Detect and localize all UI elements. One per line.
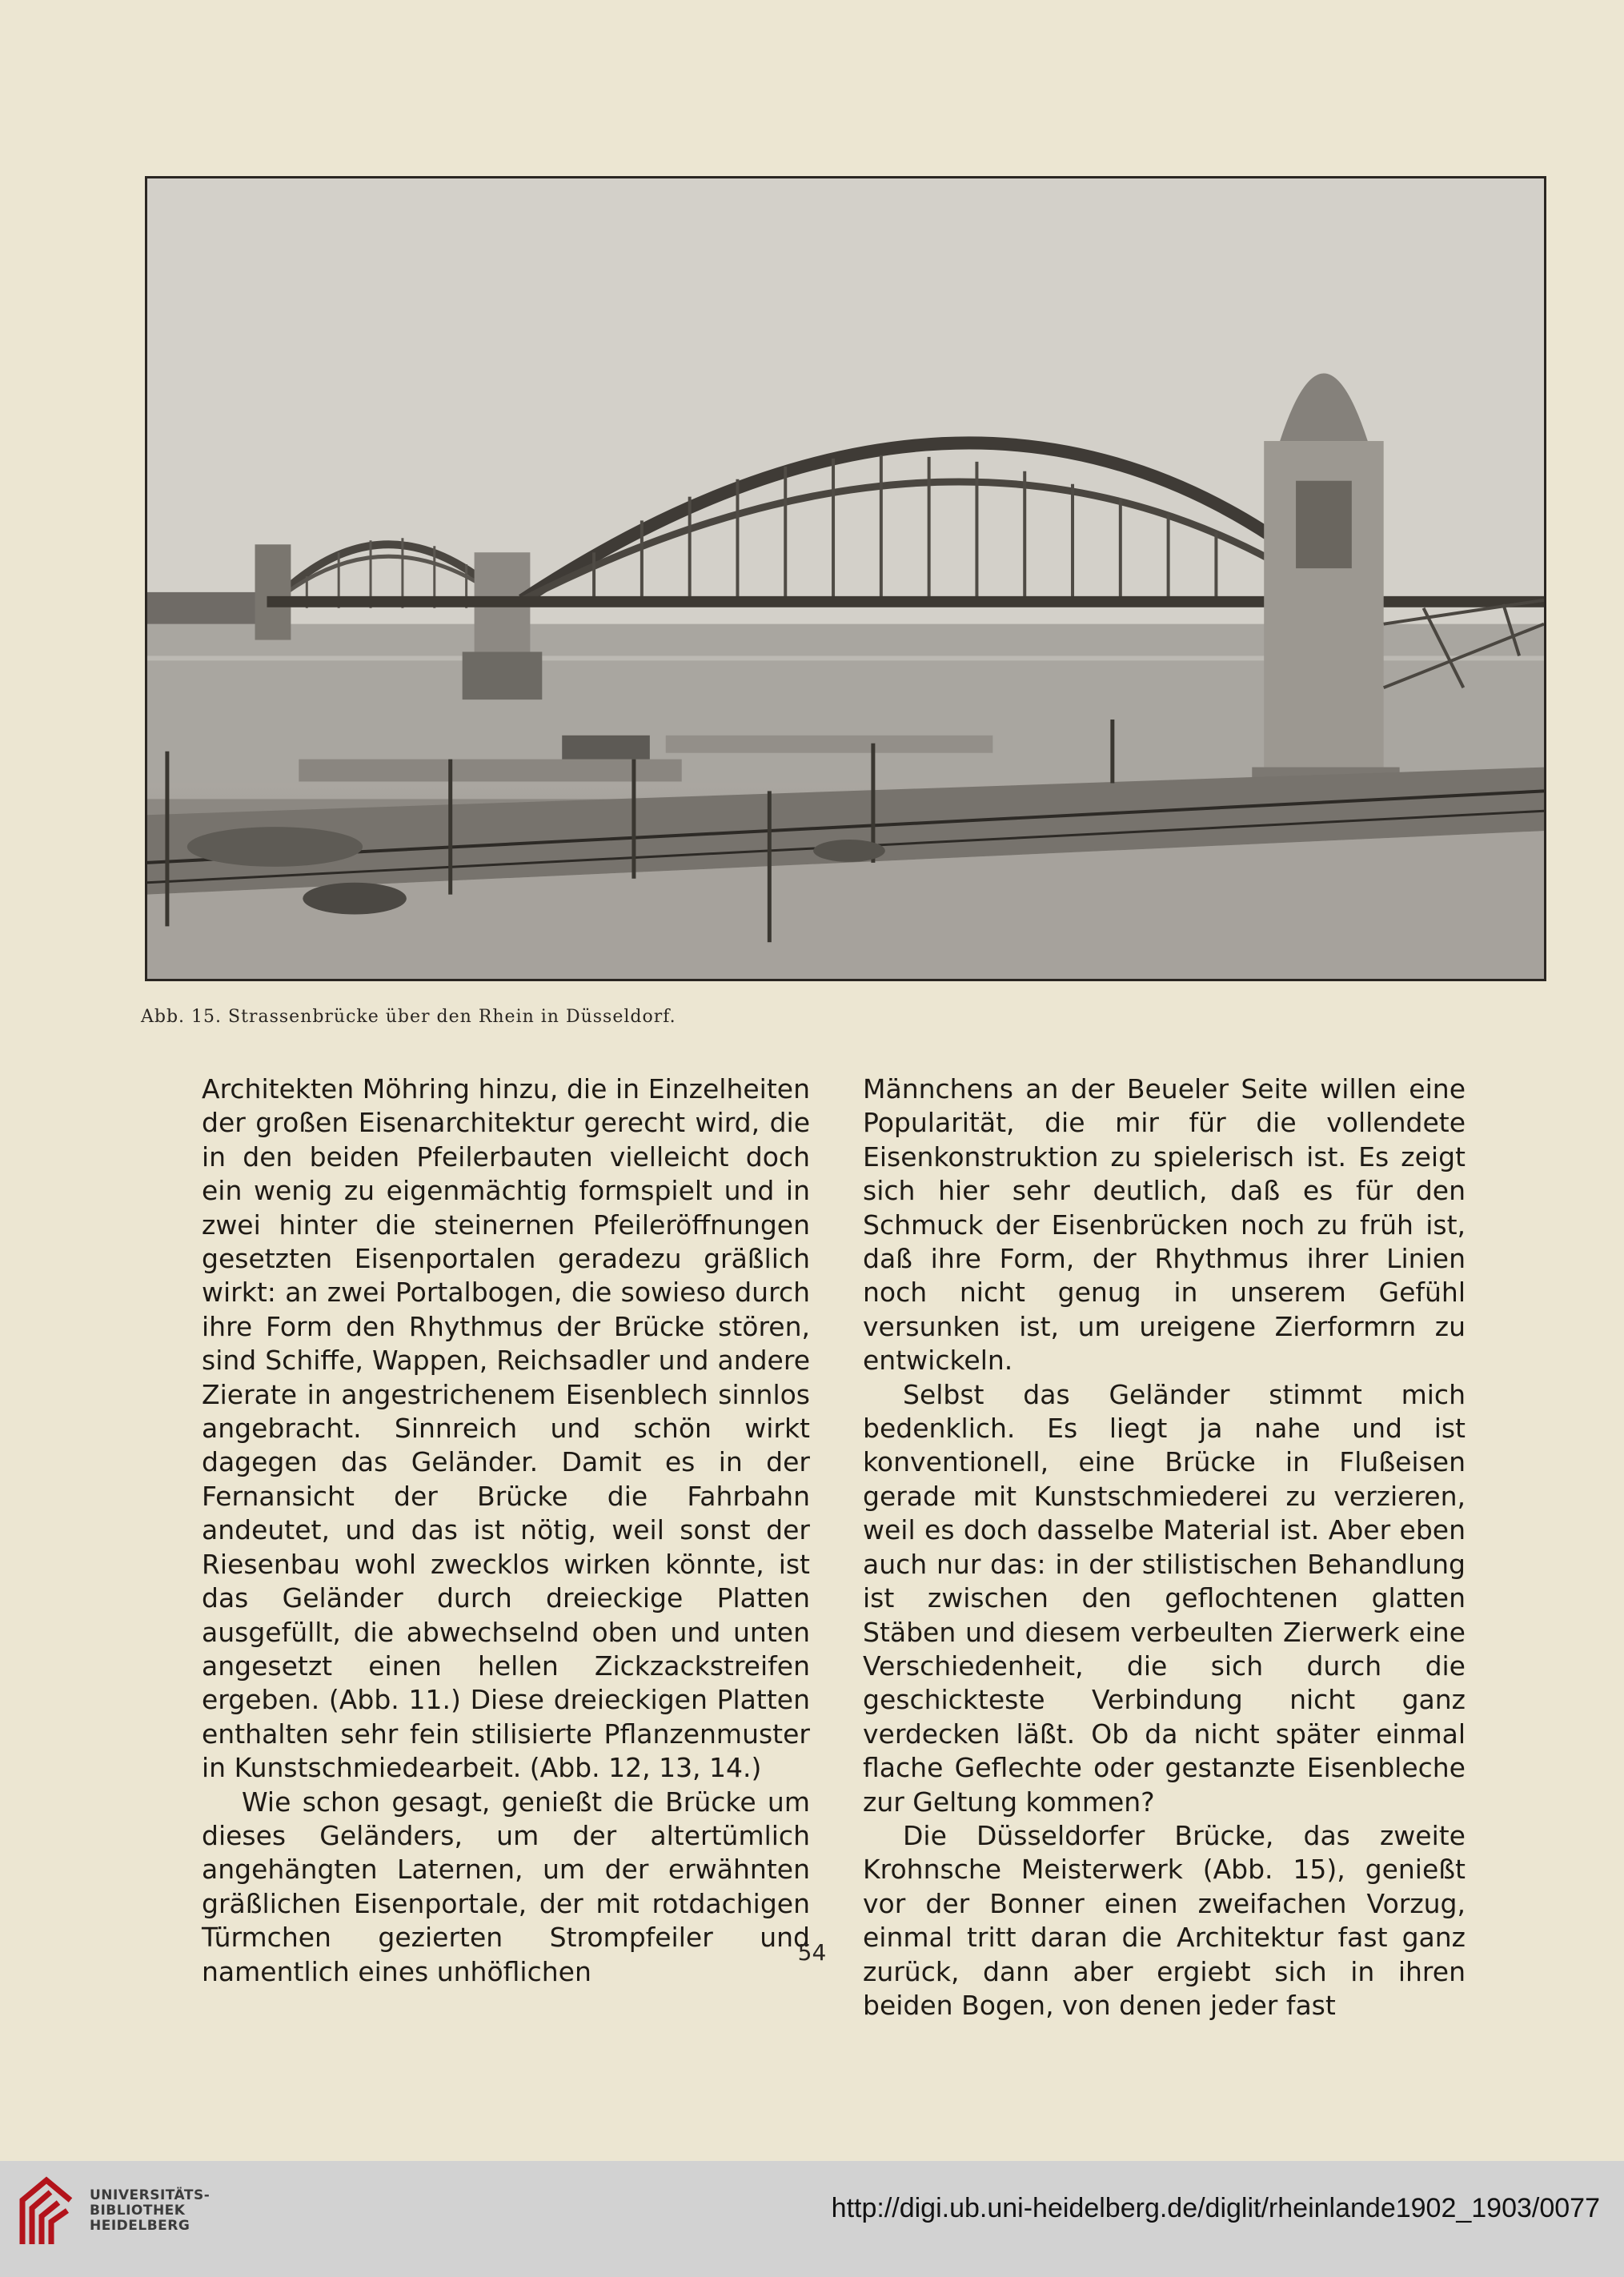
paragraph: Architekten Möhring hinzu, die in Einzelheiten der großen Eisenarchitektur gerecht wird, die in den beiden Pfeilerbauten vielleicht doch ein wenig zu eigenmächtig formspielt und in zwei hinter die steinernen Pfeileröffnungen gesetzten Eisenportalen geradezu gräßlich wirkt: an zwei Portalbogen, die sowieso durch ihre Form den Rhythmus der Brücke stören, sind Schiffe, Wappen, Reichsadler und andere Zierate in angestrichenem Eisenblech sinnlos angebracht. Sinnreich und schön wirkt dagegen das Geländer. Damit es in der Fernansicht der Brücke die Fahrbahn andeutet, und das ist nötig, weil sonst der Riesenbau wohl zwecklos wirken könnte, ist das Geländer durch dreieckige Platten ausgefüllt, die abwechselnd oben und unten angesetzt einen hellen Zickzackstreifen ergeben. (Abb. 11.) Diese dreieckigen Platten enthalten sehr fein stilisierte Pflanzenmuster in Kunstschmiedearbeit. (Abb. 12, 13, 14.) bbox=[202, 1073, 810, 1784]
library-name-line: BIBLIOTHEK bbox=[90, 2203, 186, 2219]
bridge-illustration bbox=[147, 178, 1544, 979]
library-name-line: UNIVERSITÄTS- bbox=[90, 2187, 211, 2203]
library-name bbox=[90, 2188, 210, 2234]
text-column-right bbox=[863, 1072, 1466, 2022]
footer-bar bbox=[0, 2161, 1624, 2277]
figure-caption: Abb. 15. Strassenbrücke über den Rhein in Düsseldorf. bbox=[141, 1007, 676, 1027]
library-name-line: HEIDELBERG bbox=[90, 2218, 190, 2234]
page-number: 54 bbox=[797, 1939, 827, 1966]
bridge-photograph bbox=[145, 176, 1546, 981]
paragraph: Die Düsseldorfer Brücke, das zweite Krohnsche Meisterwerk (Abb. 15), genießt vor der Bonner einen zweifachen Vorzug, einmal tritt daran die Architektur fast ganz zurück, dann aber ergiebt sich in ihren beiden Bogen, von denen jeder fast bbox=[863, 1819, 1466, 2021]
permalink-url[interactable]: http://digi.ub.uni-heidelberg.de/diglit/rheinlande1902_1903/0077 bbox=[831, 2193, 1600, 2223]
text-column-left bbox=[202, 1072, 810, 1989]
paragraph: Wie schon gesagt, genießt die Brücke um dieses Geländers, um der altertümlich angehängten Laternen, um der erwähnten gräßlichen Eisenportale, der mit rotdachigen Türmchen gezierten Strompfeiler und namentlich eines unhöflichen bbox=[202, 1786, 810, 1987]
paragraph: Männchens an der Beueler Seite willen eine Popularität, die mir für die vollendete Eisenkonstruktion zu spielerisch ist. Es zeigt sich hier sehr deutlich, daß es für den Schmuck der Eisenbrücken noch zu früh ist, daß ihre Form, der Rhythmus ihrer Linien noch nicht genug in unserem Gefühl versunken ist, um ureigene Zierformrn zu entwickeln. bbox=[863, 1073, 1466, 1377]
paragraph: Selbst das Geländer stimmt mich bedenklich. Es liegt ja nahe und ist konventionell, eine Brücke in Flußeisen gerade mit Kunstschmiederei zu verzieren, weil es doch dasselbe Material ist. Aber eben auch nur das: in der stilistischen Behandlung ist zwischen den geflochtenen glatten Stäben und diesem verbeulten Zierwerk eine Verschiedenheit, die sich durch die geschickteste Verbindung nicht ganz verdecken läßt. Ob da nicht später einmal flache Geflechte oder gestanzte Eisenbleche zur Geltung kommen? bbox=[863, 1378, 1466, 1818]
library-logo-icon bbox=[14, 2172, 80, 2252]
